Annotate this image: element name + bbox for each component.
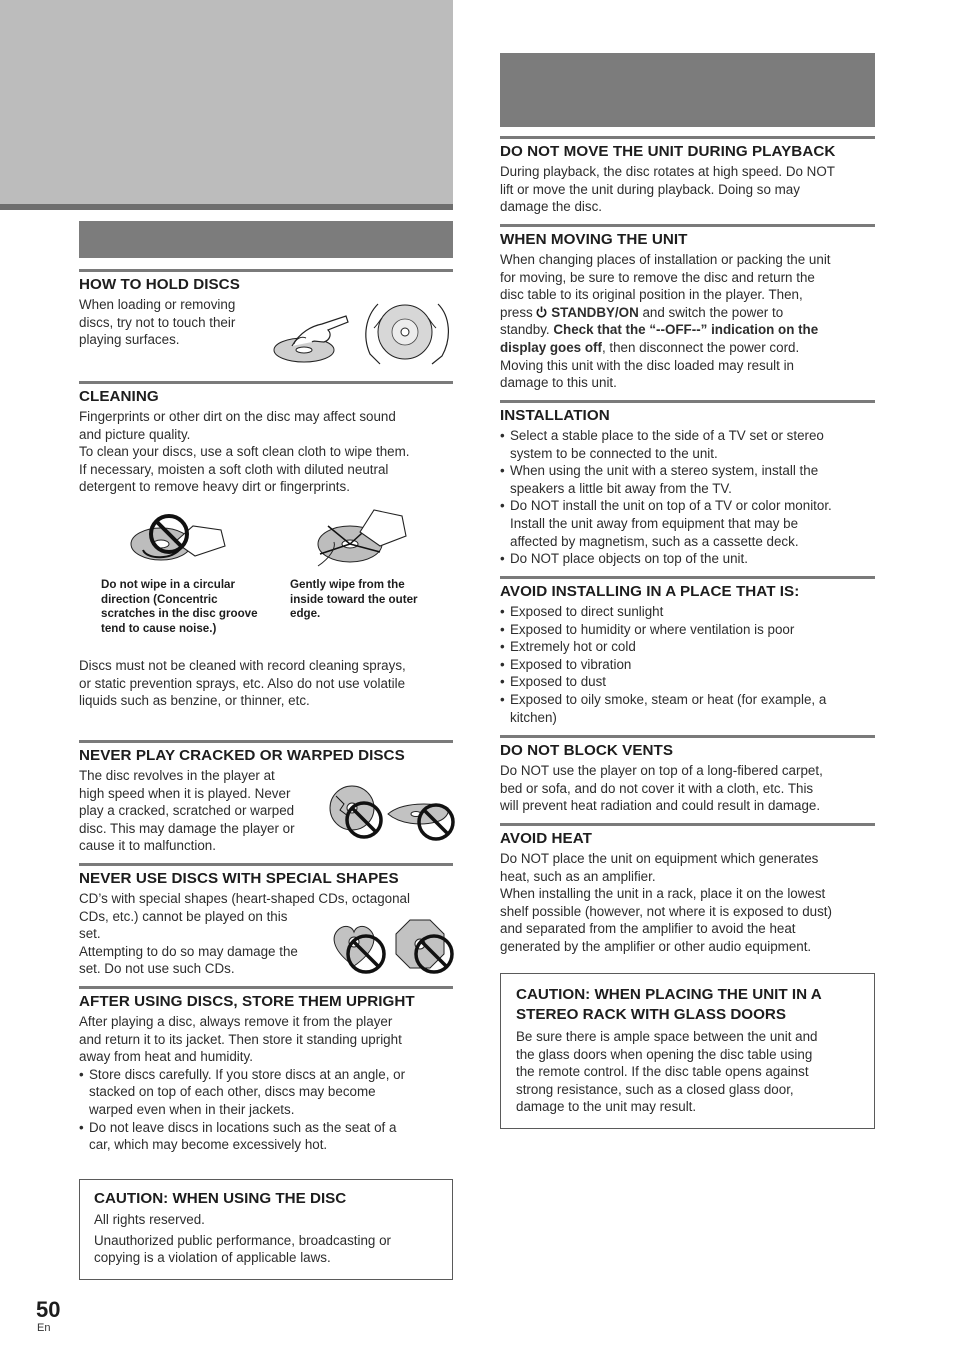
caption-line: tend to cause noise.): [101, 621, 217, 635]
text-line: All rights reserved.: [94, 1212, 205, 1227]
text-line: • Exposed to dust: [510, 674, 607, 690]
section-moving-unit: [500, 224, 875, 392]
section-store-upright: [79, 986, 453, 1154]
page-number: 50: [36, 1297, 61, 1322]
section-title: CLEANING: [79, 388, 159, 405]
section-title: WHEN MOVING THE UNIT: [500, 231, 688, 248]
text-line: disc. This may damage the player or: [79, 820, 295, 836]
section-cleaning: [79, 381, 453, 496]
text-line: affected by magnetism, such as a cassette deck.: [510, 533, 799, 549]
text-line: set. Do not use such CDs.: [79, 961, 235, 977]
text-line: warped even when in their jackets.: [89, 1101, 295, 1117]
heart-disc-prohibited-icon: [326, 914, 388, 976]
text-fragment: standby.: [500, 322, 554, 338]
section-title: NEVER USE DISCS WITH SPECIAL SHAPES: [79, 870, 399, 887]
caution-title-line: STEREO RACK WITH GLASS DOORS: [516, 1006, 787, 1023]
list-item: [500, 656, 875, 674]
header-gray-rule: [0, 204, 453, 210]
power-icon: [536, 306, 547, 318]
text-line: Fingerprints or other dirt on the disc may affect sound: [79, 409, 396, 424]
text-line: [500, 304, 875, 322]
text-line: Do NOT place the unit on equipment which generates: [500, 851, 819, 866]
caption-line: edge.: [290, 607, 321, 621]
standby-on-label: STANDBY/ON: [551, 304, 639, 320]
text-line: Do NOT use the player on top of a long-fibered carpet,: [500, 763, 823, 778]
section-installation: [500, 400, 875, 568]
list-item: [500, 603, 875, 621]
list-item: [500, 550, 875, 568]
text-line: Attempting to do so may damage the: [79, 943, 298, 959]
text-line: lift or move the unit during playback. Doing so may: [500, 181, 800, 197]
text-line: After playing a disc, always remove it from the player: [79, 1014, 393, 1029]
text-line: and picture quality.: [79, 426, 191, 442]
text-line: the glass doors when opening the disc table using: [516, 1046, 813, 1062]
section-title: AFTER USING DISCS, STORE THEM UPRIGHT: [79, 993, 415, 1010]
list-item: [500, 621, 875, 639]
text-line: bed or sofa, and do not cover it with a cloth, etc. This: [500, 780, 814, 796]
caution-title-line: CAUTION: WHEN PLACING THE UNIT IN A: [516, 986, 822, 1003]
disc-hold-illustration: [270, 298, 450, 370]
text-fragment: press: [500, 304, 537, 320]
text-line: the remote control. If the disc table opens against: [516, 1064, 809, 1080]
text-line: • Do NOT install the unit on top of a TV or color monitor.: [510, 498, 832, 514]
section-title: AVOID HEAT: [500, 830, 592, 847]
text-line: Install the unit away from equipment that may be: [510, 515, 799, 531]
text-line: playing surfaces.: [79, 332, 180, 348]
text-line: • Exposed to vibration: [510, 656, 632, 672]
list-item: [500, 427, 875, 462]
text-line: CD’s with special shapes (heart-shaped CDs, octagonal: [79, 891, 410, 906]
text-line: Moving this unit with the disc loaded may result in: [500, 357, 794, 373]
text-line: discs, try not to touch their: [79, 314, 236, 330]
text-line: The disc revolves in the player at: [79, 768, 275, 783]
caption-wrong-wipe: [101, 578, 258, 636]
text-line: Be sure there is ample space between the unit and: [516, 1029, 818, 1044]
text-line: • Exposed to oily smoke, steam or heat (for example, a: [510, 691, 827, 707]
section-title: AVOID INSTALLING IN A PLACE THAT IS:: [500, 583, 800, 600]
text-fragment-bold: Check that the “--OFF--” indication on the: [553, 322, 819, 338]
text-line: generated by the amplifier or other audio equipment.: [500, 938, 812, 954]
circular-wipe-prohibited-illustration: [125, 506, 235, 570]
text-line: for moving, be sure to remove the disc and return the: [500, 269, 815, 285]
text-line: car, which may become excessively hot.: [89, 1137, 328, 1153]
text-line: During playback, the disc rotates at high speed. Do NOT: [500, 164, 835, 179]
text-line: copying is a violation of applicable laws.: [94, 1250, 331, 1266]
text-line: and return it to its jacket. Then store it standing upright: [79, 1031, 402, 1047]
caption-line: direction (Concentric: [101, 592, 218, 606]
text-line: stacked on top of each other, discs may become: [89, 1084, 376, 1100]
cracked-disc-prohibited-icon: [326, 782, 384, 840]
section-move-playback: [500, 136, 875, 216]
text-line: away from heat and humidity.: [79, 1049, 253, 1065]
text-line: When changing places of installation or packing the unit: [500, 252, 831, 267]
section-title: DO NOT MOVE THE UNIT DURING PLAYBACK: [500, 143, 836, 160]
text-line: will prevent heat radiation and could result in damage.: [500, 798, 821, 814]
text-line: strong resistance, such as a closed glass door,: [516, 1081, 794, 1097]
section-avoid-place: [500, 576, 875, 726]
section-avoid-heat: [500, 823, 875, 956]
text-line: damage to this unit.: [500, 375, 617, 391]
left-title-bar: [79, 221, 453, 258]
warped-disc-prohibited-icon: [386, 796, 456, 842]
caution-rack-box: [500, 973, 875, 1129]
caution-disc-box: [79, 1179, 453, 1280]
text-line: or static prevention sprays, etc. Also do not use volatile: [79, 675, 406, 691]
text-line: • Do not leave discs in locations such as the seat of a: [89, 1119, 397, 1135]
caption-line: Do not wipe in a circular: [101, 578, 235, 591]
text-line: speakers a little bit away from the TV.: [510, 480, 732, 496]
text-line: • Store discs carefully. If you store discs at an angle, or: [89, 1066, 406, 1082]
text-line: detergent to remove heavy dirt or fingerprints.: [79, 479, 350, 495]
caption-right-wipe: [290, 578, 418, 622]
text-line: kitchen): [510, 709, 557, 725]
list-item: [79, 1119, 453, 1154]
octagon-disc-prohibited-icon: [392, 914, 454, 976]
text-line: and separated from the amplifier to avoid the heat: [500, 921, 796, 937]
language-code: En: [37, 1322, 51, 1334]
list-item: [79, 1066, 453, 1119]
text-line: high speed when it is played. Never: [79, 785, 291, 801]
text-line: set.: [79, 926, 101, 942]
text-fragment: , then disconnect the power cord.: [601, 339, 800, 355]
caption-line: inside toward the outer: [290, 592, 418, 606]
text-line: • When using the unit with a stereo system, install the: [510, 463, 819, 479]
text-fragment-bold: display goes off: [500, 339, 602, 355]
list-item: [500, 691, 875, 726]
text-line: CDs, etc.) cannot be played on this: [79, 908, 288, 924]
caption-line: Gently wipe from the: [290, 578, 405, 591]
cleaning-warning: [79, 657, 453, 710]
text-line: liquids such as benzine, or thinner, etc.: [79, 693, 310, 709]
text-line: When installing the unit in a rack, place it on the lowest: [500, 886, 826, 902]
text-fragment: and switch the power to: [638, 304, 784, 320]
text-line: To clean your discs, use a soft clean cloth to wipe them.: [79, 444, 410, 460]
section-title: DO NOT BLOCK VENTS: [500, 742, 674, 759]
text-line: • Exposed to humidity or where ventilation is poor: [510, 621, 795, 637]
text-line: damage to the unit may result.: [516, 1099, 697, 1115]
list-item: [500, 497, 875, 550]
radial-wipe-illustration: [310, 502, 410, 572]
text-line: play a cracked, scratched or warped: [79, 803, 295, 819]
section-block-vents: [500, 735, 875, 815]
text-line: cause it to malfunction.: [79, 838, 216, 854]
list-item: [500, 462, 875, 497]
caption-line: scratches in the disc groove: [101, 607, 258, 621]
text-line: [500, 339, 875, 357]
section-title: HOW TO HOLD DISCS: [79, 276, 240, 293]
text-line: • Select a stable place to the side of a TV set or stereo: [510, 428, 824, 443]
text-line: Discs must not be cleaned with record cleaning sprays,: [79, 658, 406, 673]
list-item: [500, 638, 875, 656]
text-line: heat, such as an amplifier.: [500, 868, 656, 884]
text-line: If necessary, moisten a soft cloth with diluted neutral: [79, 461, 389, 477]
section-title: NEVER PLAY CRACKED OR WARPED DISCS: [79, 747, 405, 764]
section-title: INSTALLATION: [500, 407, 610, 424]
text-line: system to be connected to the unit.: [510, 445, 718, 461]
text-line: [500, 321, 875, 339]
header-gray-block: [0, 0, 453, 204]
text-line: • Exposed to direct sunlight: [510, 604, 664, 619]
caution-title: [516, 985, 859, 1025]
text-line: When loading or removing: [79, 297, 236, 312]
text-line: Unauthorized public performance, broadcasting or: [94, 1232, 391, 1248]
caution-title: CAUTION: WHEN USING THE DISC: [94, 1190, 347, 1207]
text-line: damage the disc.: [500, 199, 602, 215]
text-line: shelf possible (however, not where it is exposed to dust): [500, 903, 832, 919]
right-title-bar: [500, 53, 875, 127]
list-item: [500, 673, 875, 691]
text-line: • Do NOT place objects on top of the unit.: [510, 551, 748, 567]
text-line: • Extremely hot or cold: [510, 639, 636, 655]
text-line: disc table to its original position in the player. Then,: [500, 287, 803, 303]
